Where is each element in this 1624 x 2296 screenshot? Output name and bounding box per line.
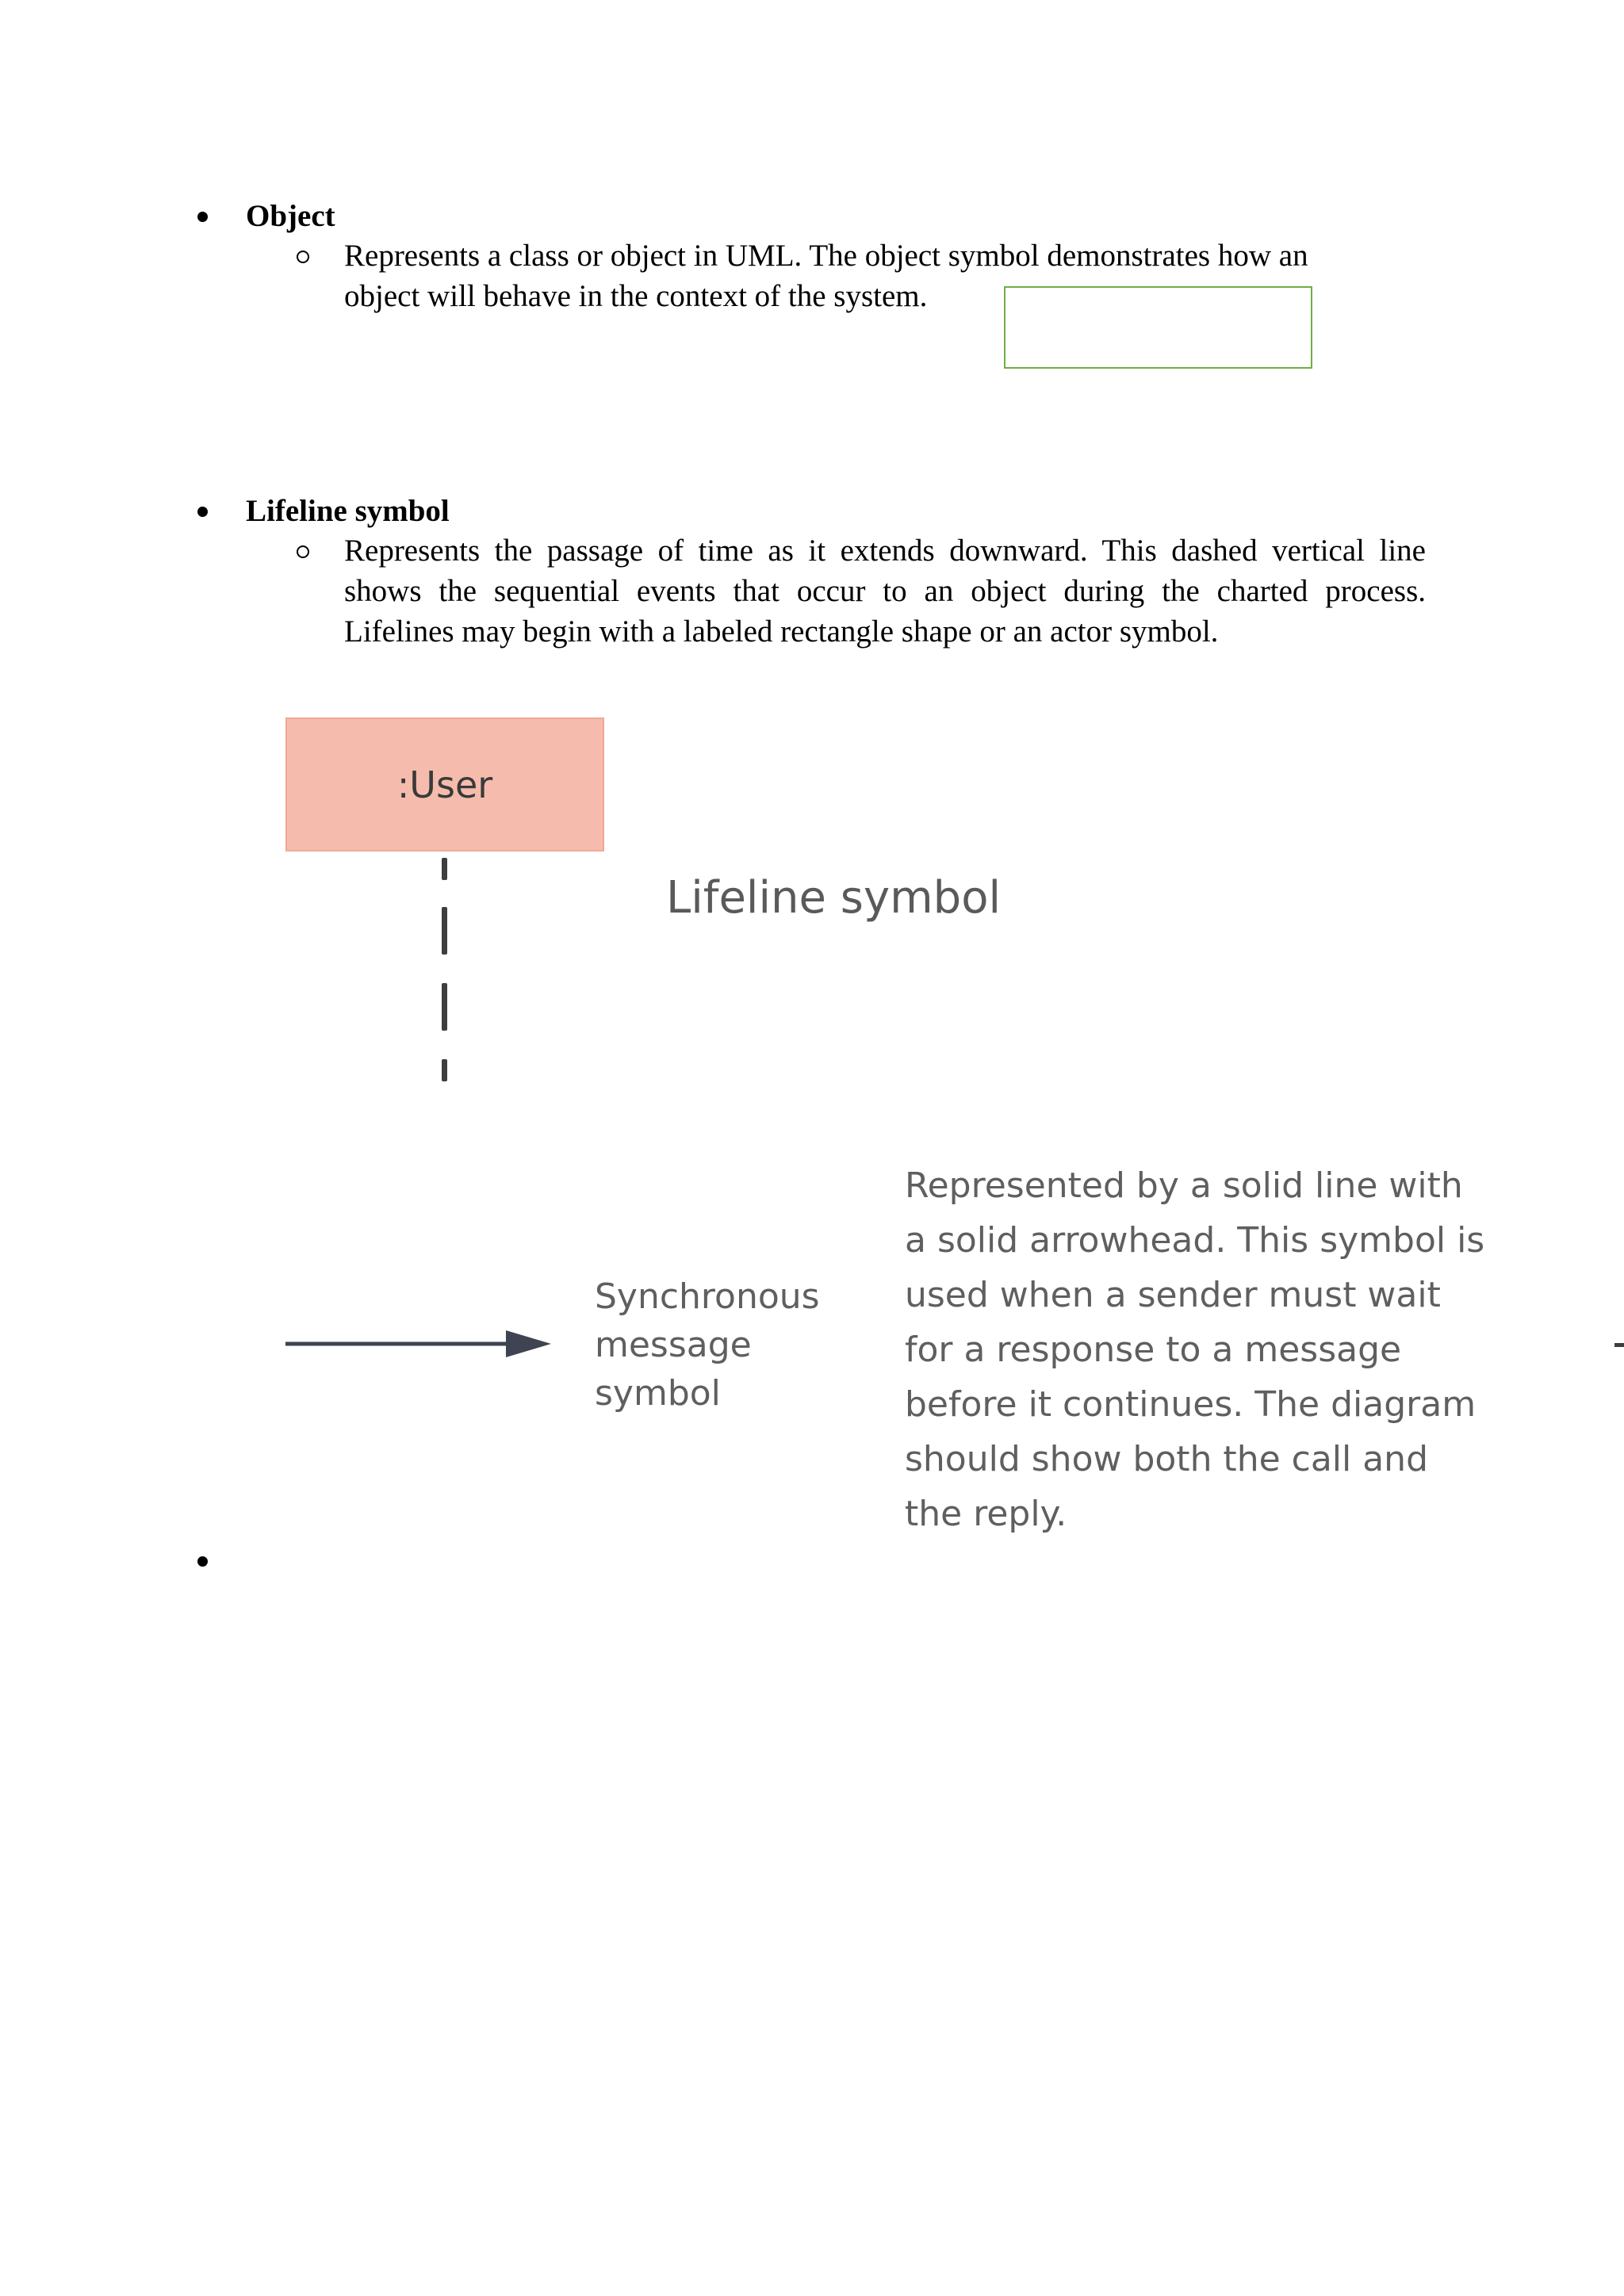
sync-desc-line-7: the reply. xyxy=(905,1494,1067,1534)
bullet-object xyxy=(197,212,208,222)
lifeline-description xyxy=(344,530,1426,652)
lifeline-dash-4 xyxy=(442,1059,447,1081)
sync-message-description xyxy=(905,1158,1484,1541)
bullet-lifeline xyxy=(197,507,208,517)
sub-bullet-lifeline xyxy=(297,545,309,558)
sync-desc-line-3: used when a sender must wait xyxy=(905,1275,1441,1315)
sync-desc-line-1: Represented by a solid line with xyxy=(905,1165,1463,1206)
lifeline-description-line-3: Lifelines may begin with a labeled rectangle shape or an actor symbol. xyxy=(344,614,1219,649)
lifeline-description-line-1: Represents the passage of time as it extends downward. This dashed vertical line xyxy=(344,534,1426,568)
bullet-empty xyxy=(197,1556,208,1567)
user-object-box xyxy=(285,718,604,851)
sync-message-arrow xyxy=(282,1324,559,1364)
lifeline-dash-1 xyxy=(442,858,447,880)
lifeline-dash-3 xyxy=(442,983,447,1031)
object-symbol-box xyxy=(1004,286,1312,369)
object-description-line-2: object will behave in the context of the system. xyxy=(344,279,928,313)
sync-label-line-3: symbol xyxy=(595,1373,721,1414)
sync-arrow-head xyxy=(506,1330,551,1357)
lifeline-dash-2 xyxy=(442,907,447,955)
sync-desc-line-6: should show both the call and xyxy=(905,1439,1428,1479)
sub-bullet-object xyxy=(297,251,309,263)
sync-desc-line-4: for a response to a message xyxy=(905,1330,1402,1370)
sync-message-label xyxy=(595,1272,820,1418)
sync-label-line-2: message xyxy=(595,1325,752,1365)
object-description-line-1: Represents a class or object in UML. The object symbol demonstrates how an xyxy=(344,239,1308,273)
lifeline-heading: Lifeline symbol xyxy=(246,494,450,528)
sync-desc-line-5: before it continues. The diagram xyxy=(905,1384,1477,1425)
lifeline-caption: Lifeline symbol xyxy=(666,872,1002,924)
object-heading: Object xyxy=(246,199,335,233)
sync-label-line-1: Synchronous xyxy=(595,1276,820,1317)
cropped-edge-mark xyxy=(1614,1343,1624,1347)
user-object-label: :User xyxy=(396,763,493,806)
lifeline-description-line-2: shows the sequential events that occur to an object during the charted process. xyxy=(344,574,1426,608)
sync-desc-line-2: a solid arrowhead. This symbol is xyxy=(905,1220,1485,1261)
